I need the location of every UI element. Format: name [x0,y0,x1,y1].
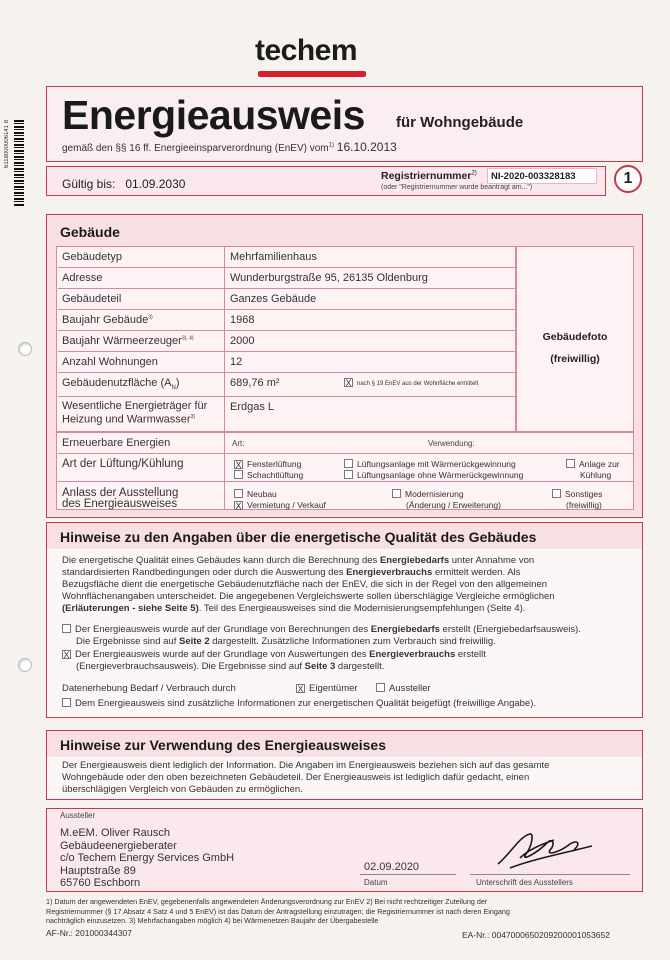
occasion-row: Anlass der Ausstellung des Energieausweises Neubau X Vermietung / Verkauf Modernisierung (Änderung / Erweiterung) Sonstiges (freiwillig) [62,487,603,511]
checkbox-modernisierung[interactable]: Modernisierung (Änderung / Erweiterung) [392,489,501,511]
checkbox-neubau[interactable]: Neubau [234,489,277,499]
signature-label: Unterschrift des Ausstellers [476,878,573,887]
checkbox-aussteller[interactable]: Aussteller [376,683,431,695]
table-row: Baujahr Wärmeerzeuger$^{3), 4)}$ 2000 [58,331,516,352]
building-title: Gebäude [60,224,120,240]
footnotes: 1) Datum der angewendeten EnEV, gegebenenfalls angewendeten Änderungsverordnung zur EnEV 2) Bei nicht rechtzeitiger Zuteilung der Registriernummer (§ 17 Absatz 4 Satz 4 und 5 EnEV) ist das Datum der Antragstellung einzutragen; die Registriernummer ist nach deren Eingang nachträglich einzusetzen. 3) Mehrfachangaben möglich 4) bei Wärmenetzen Baujahr der Übergabestelle [46,897,510,925]
usage-notes-text: Der Energieausweis dient lediglich der Information. Die Angaben im Energieausweis beziehen sich auf das gesamte Wohngebäude oder den oben bezeichneten Gebäudeteil. Der Energieausweis ist lediglich dafür gedacht, einen überschlägigen Vergleich von Gebäuden zu ermöglichen. [62,760,550,795]
checkbox-lueftung-mit[interactable]: Lüftungsanlage mit Wärmerückgewinnung [344,459,516,469]
table-row: Adresse Wunderburgstraße 95, 26135 Oldenburg [58,268,516,289]
checkbox-kuehlung[interactable]: Anlage zur Kühlung [566,459,620,481]
table-row-energy: Wesentliche Energieträger für Heizung und Warmwasser$^{3)}$ Erdgas L [62,400,275,426]
registration-number: NI-2020-003328183 [487,168,597,184]
table-row-area: Gebäudenutzfläche $(A_N)$ 689,76 m² X nach § 19 EnEV aus der Wohnfläche ermittelt [58,373,516,397]
signature-icon [490,824,600,874]
option-bedarf[interactable]: Der Energieausweis wurde auf der Grundlage von Berechnungen des Energiebedarfs erstellt (Energiebedarfsausweis). Die Ergebnisse sind auf Seite 2 dargestellt. Zusätzliche Informationen zum Verbrauch sind freiwillig. [62,624,634,648]
issue-date: 02.09.2020 [364,861,420,873]
valid-until: Gültig bis: 01.09.2030 [62,177,186,191]
quality-notes-text: Die energetische Qualität eines Gebäudes kann durch die Berechnung des Energiebedarfs unter Annahme von standardisierten Randbedingungen oder durch die Auswertung des Energieverbrauchs ermittelt werden. Als Bezugsfläche dient die energetische Gebäudenutzfläche nach der EnEV, die sich in der Regel von den allgemeinen Wohnflächenangaben unterscheidet. Die angegebenen Vergleichswerte sollen überschlägige Vergleiche ermöglichen (Erläuterungen - siehe Seite 5). Teil des Energieausweises sind die Modernisierungsempfehlungen (Seite 4). [62,555,555,614]
registration-label: Registriernummer$^{2)}$ [381,170,477,182]
quality-notes-title: Hinweise zu den Angaben über die energetische Qualität des Gebäudes [60,529,537,545]
option-verbrauch[interactable]: X Der Energieausweis wurde auf der Grundlage von Auswertungen des Energieverbrauchs erstellt (Energieverbrauchsausweis). Die Ergebnisse sind auf Seite 3 dargestellt. [63,649,486,672]
techem-logo: techem [255,34,358,67]
issuer-address: M.eEM. Oliver Rausch Gebäudeenergieberater c/o Techem Energy Services GmbH Hauptstraße 89 65760 Eschborn [60,827,235,889]
checkbox-lueftung-ohne[interactable]: Lüftungsanlage ohne Wärmerückgewinnung [344,470,523,480]
legal-reference: gemäß den §§ 16 ff. Energieeinsparverordnung (EnEV) vom$^{1)}$ 16.10.2013 [62,140,397,154]
checkbox-fensterlueftung[interactable]: X Fensterlüftung [235,459,302,470]
punch-hole-top [18,342,32,356]
issuer-label: Aussteller [60,811,96,820]
table-row: Gebäudetyp Mehrfamilienhaus [58,247,516,268]
checkbox-schachtlueftung[interactable]: Schachtlüftung [234,470,303,480]
checkbox-sonstiges[interactable]: Sonstiges (freiwillig) [552,489,602,511]
punch-hole-bottom [18,658,32,672]
table-row: Gebäudeteil Ganzes Gebäude [58,289,516,310]
photo-label: Gebäudefoto (freiwillig) [542,331,608,365]
af-number: AF-Nr.: 201000344307 [46,928,133,938]
page-subtitle: für Wohngebäude [396,114,524,131]
checkbox-extra-info[interactable]: Dem Energieausweis sind zusätzliche Informationen zur energetischen Qualität beigefügt (freiwillige Angabe). [62,698,536,710]
ventilation-row: Art der Lüftung/Kühlung X Fensterlüftung Schachtlüftung Lüftungsanlage mit Wärmerückgewinnung Lüftungsanlage ohne Wärmerückgewinnung Anlage zur Kühlung [58,454,634,482]
ea-number: EA-Nr.: 004700065020920000105365​2 [462,930,610,940]
barcode-number: 6118000006141 8 [4,120,10,168]
logo-underline [258,71,366,77]
date-label: Datum [364,878,388,887]
checkbox-vermietung[interactable]: X Vermietung / Verkauf [235,500,326,511]
checkbox-eigentuemer[interactable]: X Eigentümer [297,683,358,694]
data-collection-label: Datenerhebung Bedarf / Verbrauch durch [62,683,236,694]
registration-note: (oder "Registriernummer wurde beantragt am...") [381,184,533,191]
page-number-badge: 1 [614,165,642,193]
signature-line [470,874,630,875]
renewable-row: Erneuerbare Energien Art: Verwendung: [58,433,634,454]
barcode [14,120,24,206]
table-row: Baujahr Gebäude$^{3)}$ 1968 [58,310,516,331]
date-line [360,874,456,875]
page-title: Energieausweis [62,92,365,138]
table-row: Anzahl Wohnungen 12 [58,352,516,373]
usage-notes-title: Hinweise zur Verwendung des Energieausweises [60,737,387,753]
